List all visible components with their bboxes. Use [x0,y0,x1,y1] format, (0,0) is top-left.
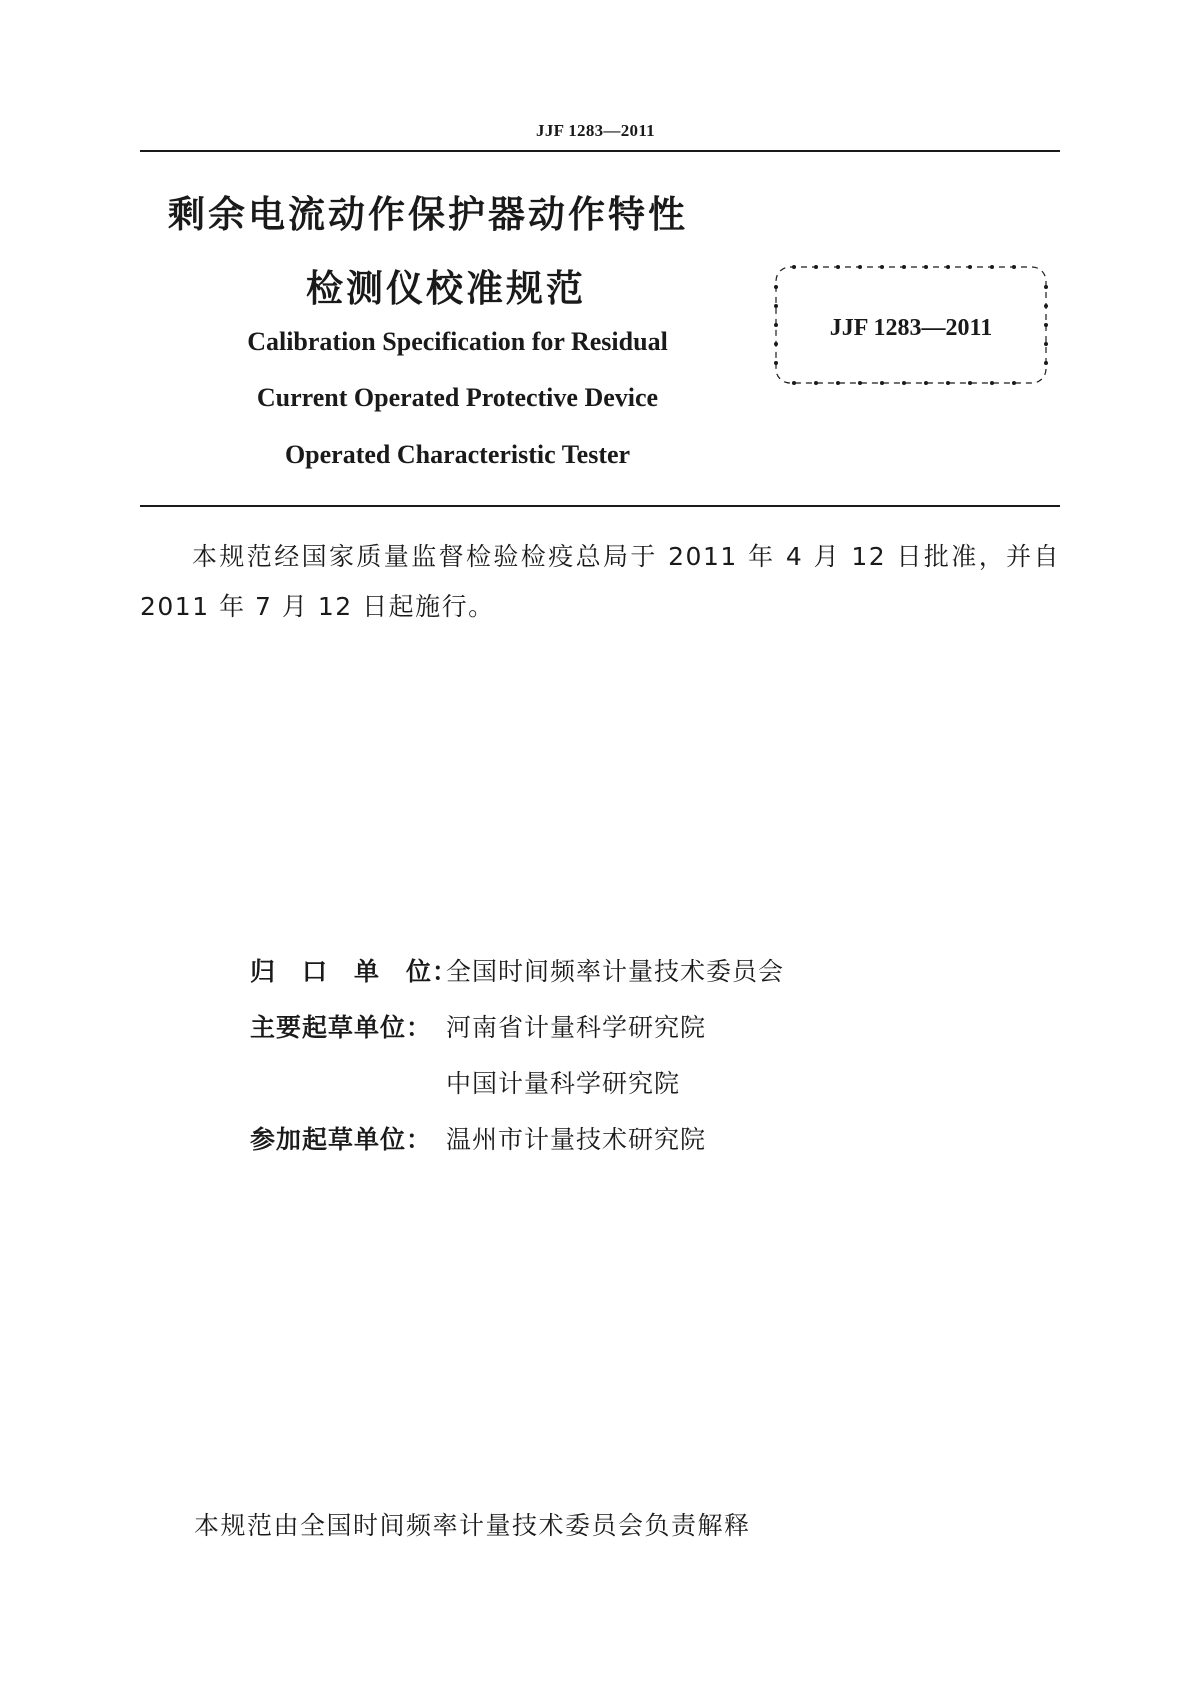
participating-drafting-value: 温州市计量技术研究院 [446,1125,707,1154]
border-dot-icon [968,381,972,385]
border-dot-icon [990,265,994,269]
approval-statement: 本规范经国家质量监督检验检疫总局于 2011 年 4 月 12 日批准，并自 2011 年 7 月 12 日起施行。 [140,542,1060,621]
border-dot-icon [792,265,796,269]
border-dot-icon [836,381,840,385]
border-dot-icon [774,361,778,365]
border-dot-icon [858,381,862,385]
title-chinese-line-1: 剩余电流动作保护器动作特性 [168,193,688,236]
main-drafting-row [250,1008,706,1048]
border-dot-icon [1012,381,1016,385]
border-dot-icon [968,265,972,269]
border-dot-icon [774,285,778,289]
border-dot-icon [924,381,928,385]
title-english-line-1: Calibration Specification for Residual [247,327,668,356]
title-bottom-rule [140,505,1060,507]
border-dot-icon [1044,342,1048,346]
border-dot-icon [924,265,928,269]
main-drafting-value-2: 中国计量科学研究院 [446,1069,681,1098]
border-dot-icon [814,381,818,385]
main-drafting-row-2 [250,1064,680,1104]
title-english-line-2: Current Operated Protective Device [256,383,659,412]
border-dot-icon [836,265,840,269]
border-dot-icon [792,381,796,385]
standard-code-box [772,263,1050,387]
border-dot-icon [902,381,906,385]
title-english-line-3: Operated Characteristic Tester [284,440,631,469]
responsible-unit-row [250,952,784,992]
border-dot-icon [946,265,950,269]
border-dot-icon [814,265,818,269]
code-box-label: JJF 1283—2011 [829,315,993,341]
border-dot-icon [1044,304,1048,308]
responsible-unit-label: 归 口 单 位： [250,957,459,986]
border-dot-icon [1012,265,1016,269]
border-dot-icon [1044,361,1048,365]
participating-drafting-label: 参加起草单位： [250,1125,433,1154]
border-dot-icon [880,265,884,269]
border-dot-icon [774,342,778,346]
interpretation-note: 本规范由全国时间频率计量技术委员会负责解释 [194,1511,751,1540]
main-drafting-label: 主要起草单位： [250,1013,433,1042]
border-dot-icon [858,265,862,269]
border-dot-icon [946,381,950,385]
participating-drafting-row [250,1120,706,1160]
border-dot-icon [774,304,778,308]
main-drafting-value-1: 河南省计量科学研究院 [446,1013,707,1042]
responsible-unit-value: 全国时间频率计量技术委员会 [446,957,785,986]
border-dot-icon [990,381,994,385]
title-chinese-line-2: 检测仪校准规范 [306,267,586,310]
border-dot-icon [880,381,884,385]
border-dot-icon [1044,285,1048,289]
header-standard-code: JJF 1283—2011 [536,121,655,140]
header-rule [140,150,1060,152]
border-dot-icon [902,265,906,269]
